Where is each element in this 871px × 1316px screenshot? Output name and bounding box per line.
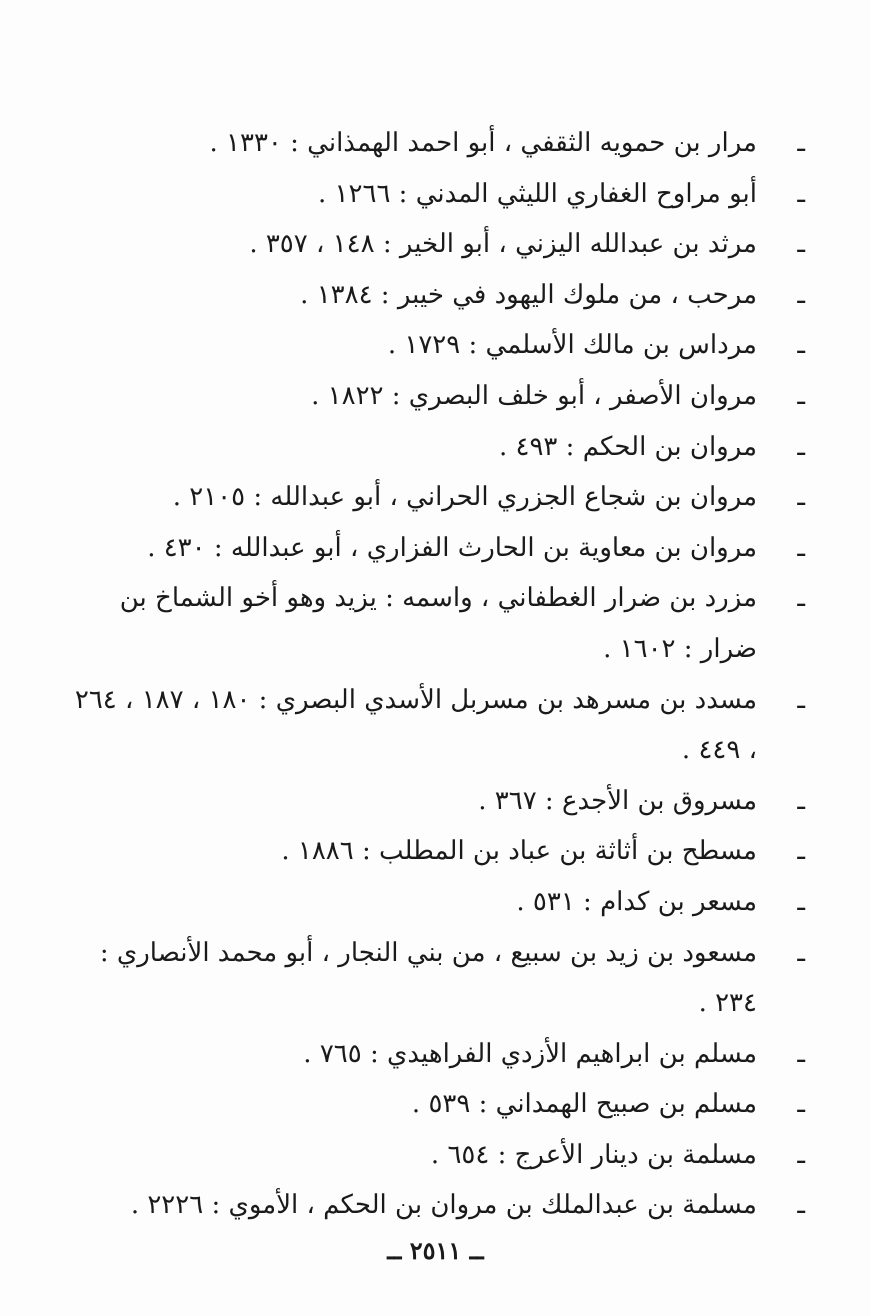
entry-text: مروان بن معاوية بن الحارث الفزاري ، أبو عبدالله : ٤٣٠ .: [147, 532, 757, 563]
list-item: [60, 118, 805, 169]
list-item: [60, 1079, 805, 1130]
entry-text: مسروق بن الأجدع : ٣٦٧ .: [478, 785, 757, 816]
list-item: [60, 320, 805, 371]
entry-text: مرثد بن عبدالله اليزني ، أبو الخير : ١٤٨ ، ٣٥٧ .: [249, 229, 757, 260]
list-item: [60, 675, 805, 776]
list-item: [60, 1029, 805, 1080]
list-item: [60, 219, 805, 270]
list-item: [60, 1180, 805, 1231]
entry-dash: ـ: [797, 937, 805, 968]
entry-dash: ـ: [797, 330, 805, 361]
entry-dash: ـ: [797, 1139, 805, 1170]
list-item: [60, 523, 805, 574]
list-item: [60, 928, 805, 1029]
entry-dash: ـ: [797, 785, 805, 816]
entry-text: مسعر بن كدام : ٥٣١ .: [516, 886, 757, 917]
list-item: [60, 1130, 805, 1181]
entry-text: مروان بن الحكم : ٤٩٣ .: [498, 431, 757, 462]
entry-dash: ـ: [797, 431, 805, 462]
list-item: [60, 422, 805, 473]
entry-dash: ـ: [797, 1038, 805, 1069]
entry-text: مزرد بن ضرار الغطفاني ، واسمه : يزيد وهو أخو الشماخ بن ضرار : ١٦٠٢ .: [119, 583, 757, 664]
entry-dash: ـ: [797, 1089, 805, 1120]
entry-text: مسدد بن مسرهد بن مسربل الأسدي البصري : ١٨٠ ، ١٨٧ ، ٢٦٤ ، ٤٤٩ .: [74, 684, 757, 766]
entry-text: مسلمة بن عبدالملك بن مروان بن الحكم ، الأموي : ٢٢٢٦ .: [130, 1190, 757, 1221]
index-entries-list: [60, 118, 805, 1231]
list-item: [60, 826, 805, 877]
entry-text: مسلم بن صبيح الهمداني : ٥٣٩ .: [411, 1089, 757, 1120]
list-item: [60, 371, 805, 422]
entry-dash: ـ: [797, 684, 805, 715]
entry-dash: ـ: [797, 229, 805, 260]
list-item: [60, 472, 805, 523]
entry-dash: ـ: [797, 380, 805, 411]
entry-text: مسلمة بن دينار الأعرج : ٦٥٤ .: [430, 1139, 757, 1170]
entry-dash: ـ: [797, 583, 805, 614]
entry-text: مسلم بن ابراهيم الأزدي الفراهيدي : ٧٦٥ .: [303, 1038, 757, 1069]
list-item: [60, 169, 805, 220]
entry-text: مرحب ، من ملوك اليهود في خيبر : ١٣٨٤ .: [300, 279, 757, 310]
list-item: [60, 776, 805, 827]
entry-dash: ـ: [797, 532, 805, 563]
entry-text: مروان بن شجاع الجزري الحراني ، أبو عبدالله : ٢١٠٥ .: [172, 482, 757, 513]
list-item: [60, 877, 805, 928]
entry-text: أبو مراوح الغفاري الليثي المدني : ١٢٦٦ .: [318, 178, 757, 209]
entry-dash: ـ: [797, 482, 805, 513]
entry-dash: ـ: [797, 178, 805, 209]
entry-dash: ـ: [797, 1190, 805, 1221]
entry-dash: ـ: [797, 836, 805, 867]
entry-dash: ـ: [797, 128, 805, 158]
entry-text: مسعود بن زيد بن سبيع ، من بني النجار ، أبو محمد الأنصاري : ٢٣٤ .: [99, 937, 757, 1019]
entry-text: مروان الأصفر ، أبو خلف البصري : ١٨٢٢ .: [311, 380, 757, 411]
entry-text: مرار بن حمويه الثقفي ، أبو احمد الهمذاني : ١٣٣٠ .: [209, 128, 757, 158]
entry-dash: ـ: [797, 886, 805, 917]
entry-text: مرداس بن مالك الأسلمي : ١٧٢٩ .: [387, 330, 757, 361]
list-item: [60, 573, 805, 674]
entry-text: مسطح بن أثاثة بن عباد بن المطلب : ١٨٨٦ .: [281, 836, 757, 867]
list-item: [60, 270, 805, 321]
page-number: ــ ٢٥١١ ــ: [387, 1236, 484, 1265]
entry-dash: ـ: [797, 279, 805, 310]
